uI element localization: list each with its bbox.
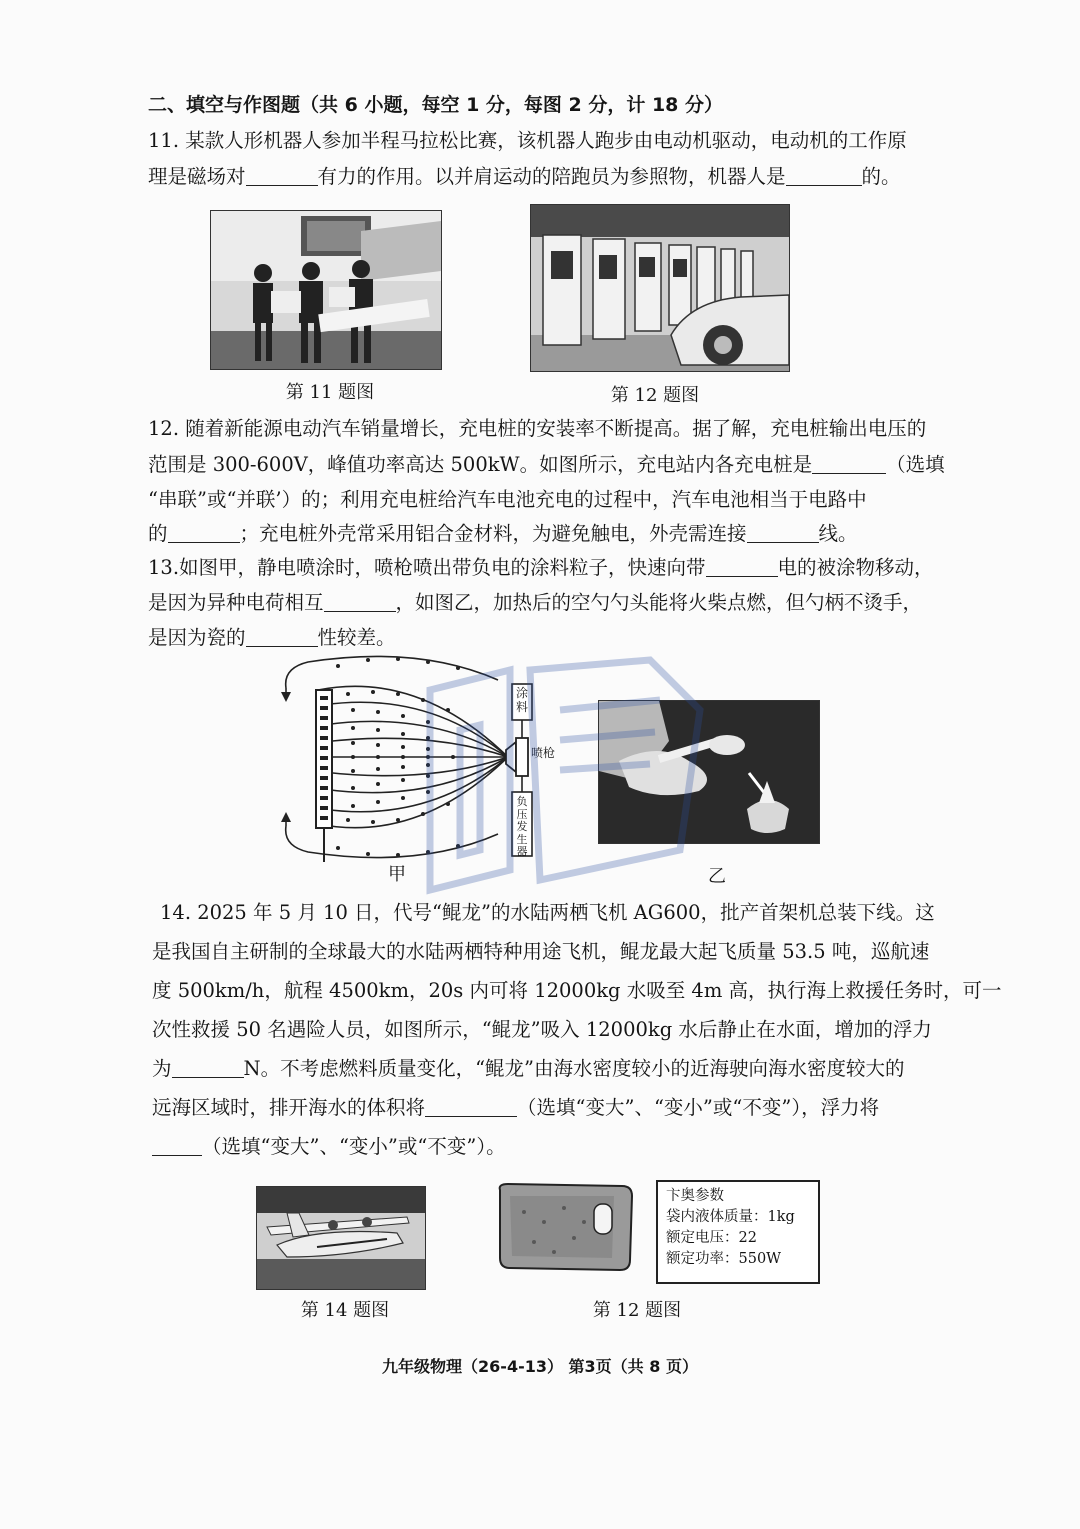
- params-power: 额定功率：550W: [666, 1251, 782, 1267]
- fig11-caption: 第 11 题图: [285, 382, 375, 403]
- fig13-jia-caption: 甲: [388, 864, 406, 885]
- q12-line1: 12. 随着新能源电动汽车销量增长，充电桩的安装率不断提高。据了解，充电桩输出电压的: [148, 417, 927, 440]
- fig13-spoon-match-photo: [598, 700, 820, 844]
- q12-line2: 范围是 300-600V，峰值功率高达 500kW。如图所示，充电站内各充电桩是 （选填: [148, 453, 945, 476]
- fig12-caption: 第 12 题图: [610, 385, 700, 406]
- q14-line1: 14. 2025 年 5 月 10 日，代号“鲲龙”的水陆两栖飞机 AG600，批产首架机总装下线。这: [160, 901, 935, 924]
- q12-blank-2: [168, 522, 240, 543]
- params-title: 卞奥参数: [666, 1188, 724, 1204]
- q13-line1: 13.如图甲，静电喷涂时，喷枪喷出带负电的涂料粒子，快速向带 电的被涂物移动，: [148, 556, 934, 579]
- q13-line2: 是因为异种电荷相互 ，如图乙，加热后的空勺勺头能将火柴点燃，但勺柄不烫手，: [148, 591, 923, 614]
- q13-blank-2: [324, 591, 396, 612]
- q11-blank-1: [246, 165, 318, 186]
- q11-blank-2: [786, 165, 862, 186]
- hot-water-bag-parameters-box: [656, 1180, 820, 1284]
- params-mass: 袋内液体质量：1kg: [666, 1209, 795, 1225]
- q14-line4: 次性救援 50 名遇险人员，如图所示，“鲲龙”吸入 12000kg 水后静止在水面，增加的浮力: [152, 1018, 932, 1041]
- fig13-electrostatic-spray-diagram: [278, 650, 548, 865]
- q12-line4: 的 ；充电桩外壳常采用铝合金材料，为避免触电，外壳需连接 线。: [148, 522, 858, 545]
- params-voltage: 额定电压：22: [666, 1230, 757, 1246]
- fig13-hv-generator-label: 负压发生器: [516, 795, 528, 858]
- q14-blank-1: [172, 1057, 244, 1078]
- fig13-gun-label: 喷枪: [531, 746, 556, 760]
- q14-blank-2: [425, 1096, 517, 1117]
- q14-line2: 是我国自主研制的全球最大的水陆两栖特种用途飞机，鲲龙最大起飞质量 53.5 吨，巡航速: [152, 940, 930, 963]
- q14-line6: 远海区域时，排开海水的体积将 （选填“变大”、“变小”或“不变”），浮力将: [152, 1096, 880, 1119]
- q11-line1: 11. 某款人形机器人参加半程马拉松比赛，该机器人跑步由电动机驱动，电动机的工作原: [148, 129, 907, 152]
- q13-line3: 是因为瓷的 性较差。: [148, 626, 396, 649]
- q12-line3: “串联”或“并联’）的；利用充电桩给汽车电池充电的过程中，汽车电池相当于电路中: [148, 488, 867, 511]
- q11-line2: 理是磁场对 有力的作用。以并肩运动的陪跑员为参照物，机器人是 的。: [148, 165, 901, 188]
- fig11-robot-marathon-photo: [210, 210, 442, 370]
- fig12b-caption: 第 12 题图: [592, 1300, 682, 1321]
- fig14-caption: 第 14 题图: [300, 1300, 390, 1321]
- fig12-charging-station-photo: [530, 204, 790, 372]
- fig14-ag600-seaplane-photo: [256, 1186, 426, 1290]
- section-title: 二、填空与作图题（共 6 小题，每空 1 分，每图 2 分，计 18 分）: [148, 94, 724, 116]
- q12-blank-1: [812, 453, 886, 474]
- fig13-yi-caption: 乙: [708, 866, 726, 887]
- hot-water-bag-photo: [494, 1182, 636, 1272]
- fig13-paint-label: 涂料: [515, 686, 528, 714]
- q14-line7: （选填“变大”、“变小”或“不变”）。: [152, 1132, 506, 1162]
- page-footer: 九年级物理（26-4-13） 第3页（共 8 页）: [382, 1357, 698, 1376]
- q12-blank-3: [747, 522, 819, 543]
- q14-line3: 度 500km/h，航程 4500km，20s 内可将 12000kg 水吸至 4m 高，执行海上救援任务时，可一: [152, 979, 1002, 1002]
- q13-blank-3: [246, 626, 318, 647]
- q14-line5: 为 N。不考虑燃料质量变化，“鲲龙”由海水密度较小的近海驶向海水密度较大的: [152, 1057, 905, 1080]
- q13-blank-1: [706, 556, 778, 577]
- q14-blank-3: [152, 1135, 202, 1156]
